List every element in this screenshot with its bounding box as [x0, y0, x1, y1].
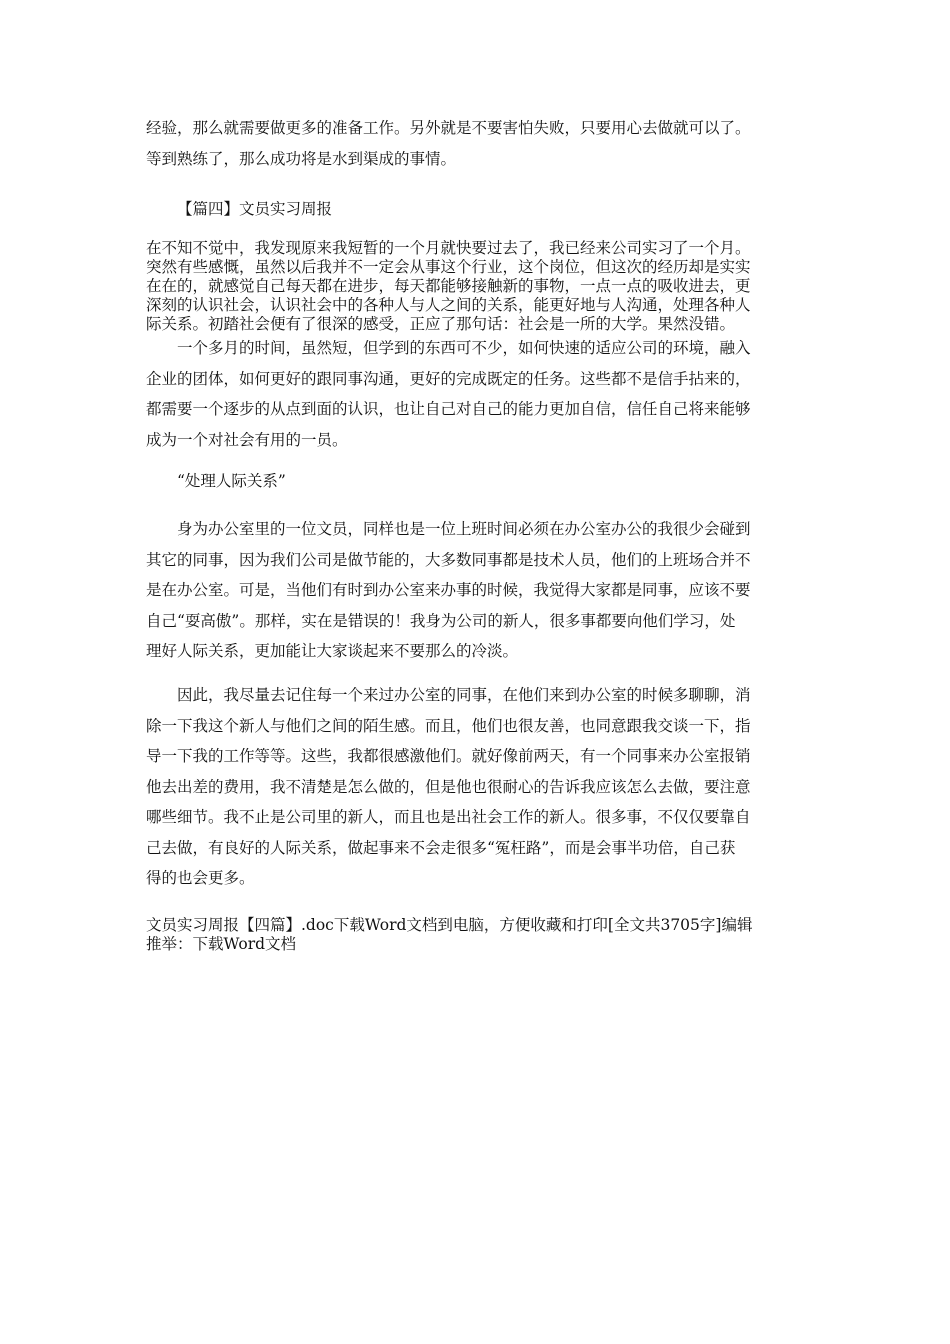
text-line: 其它的同事，因为我们公司是做节能的，大多数同事都是技术人员，他们的上班场合并不 [146, 550, 751, 569]
paragraph-month [146, 333, 802, 455]
text-line: 自己“耍高傲”。那样，实在是错误的！我身为公司的新人，很多事都要向他们学习，处 [146, 611, 736, 630]
text-line: 企业的团体，如何更好的跟同事沟通，更好的完成既定的任务。这些都不是信手拈来的， [146, 369, 751, 388]
text-line: 因此，我尽量去记住每一个来过办公室的同事，在他们来到办公室的时候多聊聊，消 [177, 686, 751, 704]
text-line: 他去出差的费用，我不清楚是怎么做的，但是他也很耐心的告诉我应该怎么去做，要注意 [146, 777, 751, 796]
paragraph-office [146, 514, 802, 667]
intro-paragraph [146, 113, 802, 174]
text-line: 在在的，就感觉自己每天都在进步，每天都能够接触新的事物，一点一点的吸收进去，更 [146, 277, 751, 295]
text-line: 文员实习周报【四篇】.doc下载Word文档到电脑，方便收藏和打印[全文共3705字]编辑 [146, 916, 753, 934]
text-line: 等到熟练了，那么成功将是水到渠成的事情。 [146, 149, 457, 168]
text-line: 哪些细节。我不止是公司里的新人，而且也是出社会工作的新人。很多事，不仅仅要靠自 [146, 808, 751, 826]
text-line: 得的也会更多。 [146, 869, 255, 887]
text-line: 导一下我的工作等等。这些，我都很感激他们。就好像前两天，有一个同事来办公室报销 [146, 747, 751, 765]
text-line: 推举：下载Word文档 [146, 935, 297, 953]
text-line: 都需要一个逐步的从点到面的认识，也让自己对自己的能力更加自信，信任自己将来能够 [146, 400, 751, 418]
footer-note [146, 916, 802, 954]
paragraph-reflection [146, 239, 802, 334]
text-line: 际关系。初踏社会便有了很深的感受，正应了那句话：社会是一所的大学。果然没错。 [146, 315, 736, 333]
text-line: 是在办公室。可是，当他们有时到办公室来办事的时候，我觉得大家都是同事，应该不要 [146, 581, 751, 599]
text-line: 深刻的认识社会，认识社会中的各种人与人之间的关系，能更好地与人沟通，处理各种人 [146, 296, 751, 314]
text-line: 成为一个对社会有用的一员。 [146, 430, 348, 449]
text-line: 身为办公室里的一位文员，同样也是一位上班时间必须在办公室办公的我很少会碰到 [177, 520, 751, 538]
subheading: “处理人际关系” [177, 472, 286, 490]
text-line: 己去做，有良好的人际关系，做起事来不会走很多“冤枉路”，而是会事半功倍，自己获 [146, 838, 736, 857]
text-line: 理好人际关系，更加能让大家谈起来不要那么的冷淡。 [146, 642, 519, 660]
text-line: 除一下我这个新人与他们之间的陌生感。而且，他们也很友善，也同意跟我交谈一下，指 [146, 716, 751, 735]
text-line: 在不知不觉中，我发现原来我短暂的一个月就快要过去了，我已经来公司实习了一个月。 [146, 239, 751, 257]
section-title: 【篇四】文员实习周报 [177, 200, 333, 218]
text-line: 突然有些感慨，虽然以后我并不一定会从事这个行业，这个岗位，但这次的经历却是实实 [146, 258, 751, 276]
text-line: 一个多月的时间，虽然短，但学到的东西可不少，如何快速的适应公司的环境，融入 [177, 339, 751, 357]
paragraph-therefore [146, 680, 802, 894]
text-line: 经验，那么就需要做更多的准备工作。另外就是不要害怕失败，只要用心去做就可以了。 [146, 119, 751, 137]
